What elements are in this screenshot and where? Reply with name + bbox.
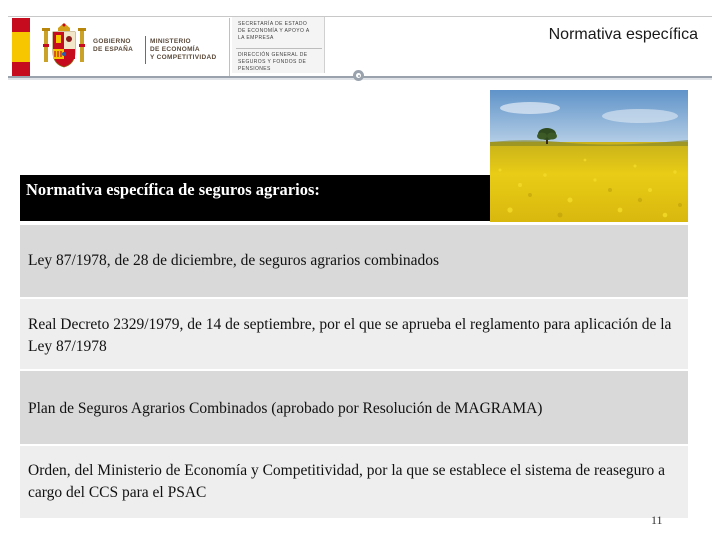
direccion-line: SEGUROS Y FONDOS DE: [238, 59, 307, 65]
regulation-item: Plan de Seguros Agrarios Combinados (aprobado por Resolución de MAGRAMA): [20, 371, 688, 444]
content-title-bar: [20, 175, 490, 221]
divider: [145, 36, 146, 64]
government-line: GOBIERNO: [93, 38, 131, 45]
rapeseed-field-image: [490, 90, 688, 222]
ministry-line: DE ECONOMÍA: [150, 46, 200, 53]
page-number: 11: [651, 513, 663, 527]
direccion-label: [238, 52, 324, 73]
secretaria-line: SECRETARÍA DE ESTADO: [238, 21, 308, 27]
regulation-item: Orden, del Ministerio de Economía y Competitividad, por la que se establece el sistema de reaseguro a cargo del CCS para el PSAC: [20, 446, 688, 518]
ring-icon: [353, 70, 364, 81]
direccion-line: PENSIONES: [238, 66, 271, 72]
section-title: Normativa específica: [548, 26, 698, 43]
regulation-item: Real Decreto 2329/1979, de 14 de septiembre, por el que se aprueba el reglamento para aplicación de la Ley 87/1978: [20, 299, 688, 369]
government-line: DE ESPAÑA: [93, 46, 134, 53]
divider: [236, 48, 322, 49]
divider: [229, 18, 230, 76]
government-label: [93, 38, 143, 54]
coat-of-arms-icon: [40, 22, 88, 70]
ministry-label: [150, 38, 225, 62]
regulation-item: Ley 87/1978, de 28 de diciembre, de seguros agrarios combinados: [20, 225, 688, 297]
spain-flag-icon: [12, 18, 30, 76]
secretaria-label: [238, 21, 324, 42]
ministry-line: MINISTERIO: [150, 38, 191, 45]
content-title: Normativa específica de seguros agrarios:: [26, 180, 320, 199]
ministry-line: Y COMPETITIVIDAD: [150, 54, 217, 61]
secretaria-line: DE ECONOMÍA Y APOYO A: [238, 28, 310, 34]
secretaria-line: LA EMPRESA: [238, 35, 274, 41]
direccion-line: DIRECCIÓN GENERAL DE: [238, 52, 308, 58]
header-top-border: [8, 16, 712, 17]
